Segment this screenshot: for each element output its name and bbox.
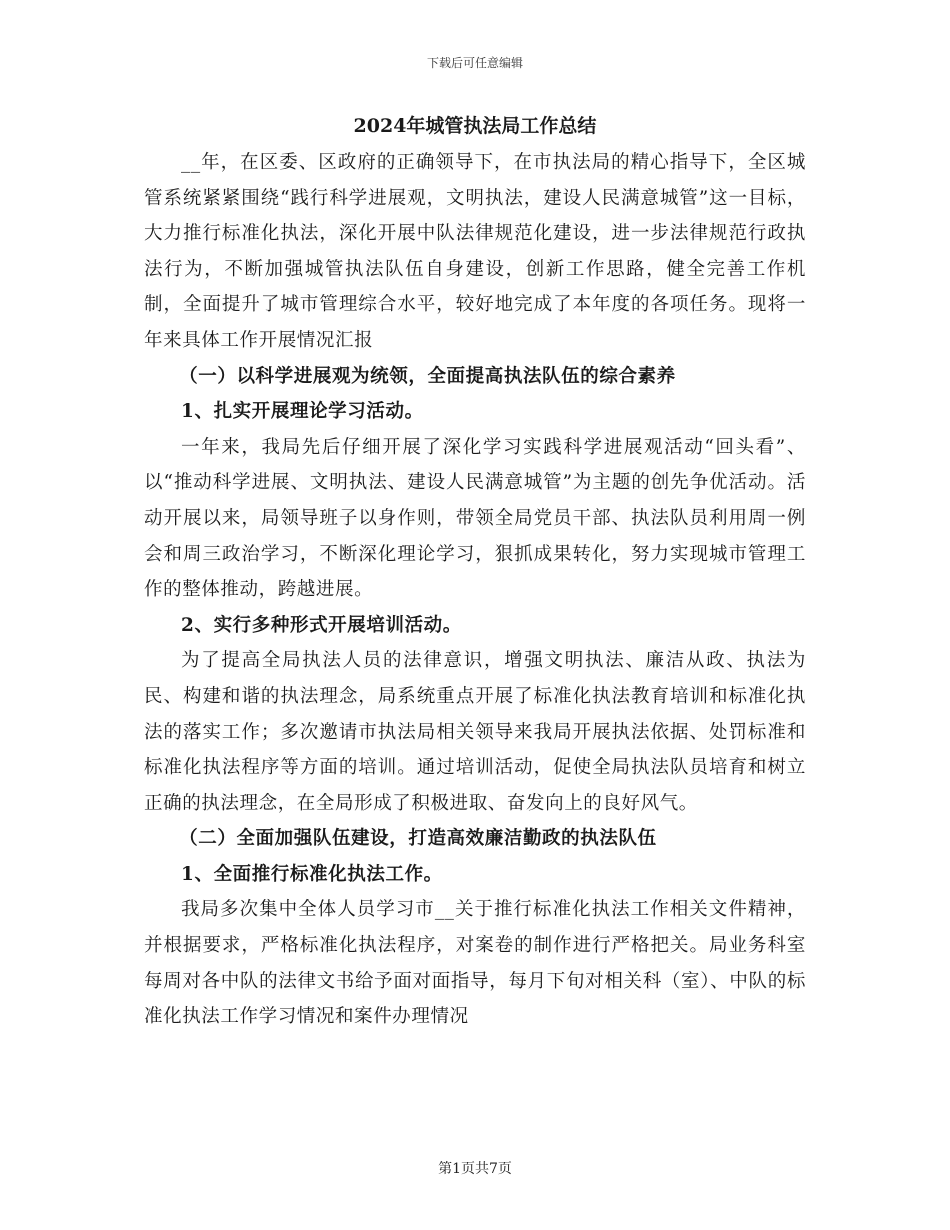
section-heading-2: （二）全面加强队伍建设，打造高效廉洁勤政的执法队伍 [179, 828, 657, 850]
document-body [144, 108, 806, 1035]
page-footer: 第1页共7页 [438, 1161, 512, 1177]
section-heading-1: （一）以科学进展观为统领，全面提高执法队伍的综合素养 [179, 365, 676, 387]
page-header: 下载后可任意编辑 [426, 56, 523, 70]
paragraph-intro: __年，在区委、区政府的正确领导下，在市执法局的精心指导下，全区城管系统紧紧围绕“践行科学进展观，文明执法，建设人民满意城管”这一目标，大力推行标准化执法，深化开展中队法律规范化建设，进一步法律规范行政执法行为，不断加强城管执法队伍自身建设，创新工作思路，健全完善工作机制，全面提升了城市管理综合水平，较好地完成了本年度的各项任务。现将一年来具体工作开展情况汇报 [144, 152, 806, 351]
subheading-1-1: 1、扎实开展理论学习活动。 [181, 401, 424, 423]
paragraph-1-1: 一年来，我局先后仔细开展了深化学习实践科学进展观活动“回头看”、以“推动科学进展、文明执法、建设人民满意城管”为主题的创先争优活动。活动开展以来，局领导班子以身作则，带领全局党员干部、执法队员利用周一例会和周三政治学习，不断深化理论学习，狠抓成果转化，努力实现城市管理工作的整体推动，跨越进展。 [144, 436, 806, 601]
subheading-2-1: 1、全面推行标准化执法工作。 [181, 863, 443, 885]
subheading-1-2: 2、实行多种形式开展培训活动。 [181, 614, 462, 636]
document-title: 2024年城管执法局工作总结 [353, 115, 597, 137]
paragraph-2-1: 我局多次集中全体人员学习市__关于推行标准化执法工作相关文件精神，并根据要求，严格标准化执法程序，对案卷的制作进行严格把关。局业务科室每周对各中队的法律文书给予面对面指导，每月下旬对相关科（室）、中队的标准化执法工作学习情况和案件办理情况 [144, 899, 806, 1028]
paragraph-1-2: 为了提高全局执法人员的法律意识，增强文明执法、廉洁从政、执法为民、构建和谐的执法理念，局系统重点开展了标准化执法教育培训和标准化执法的落实工作；多次邀请市执法局相关领导来我局开展执法依据、处罚标准和标准化执法程序等方面的培训。通过培训活动，促使全局执法队员培育和树立正确的执法理念，在全局形成了积极进取、奋发向上的良好风气。 [144, 650, 806, 814]
